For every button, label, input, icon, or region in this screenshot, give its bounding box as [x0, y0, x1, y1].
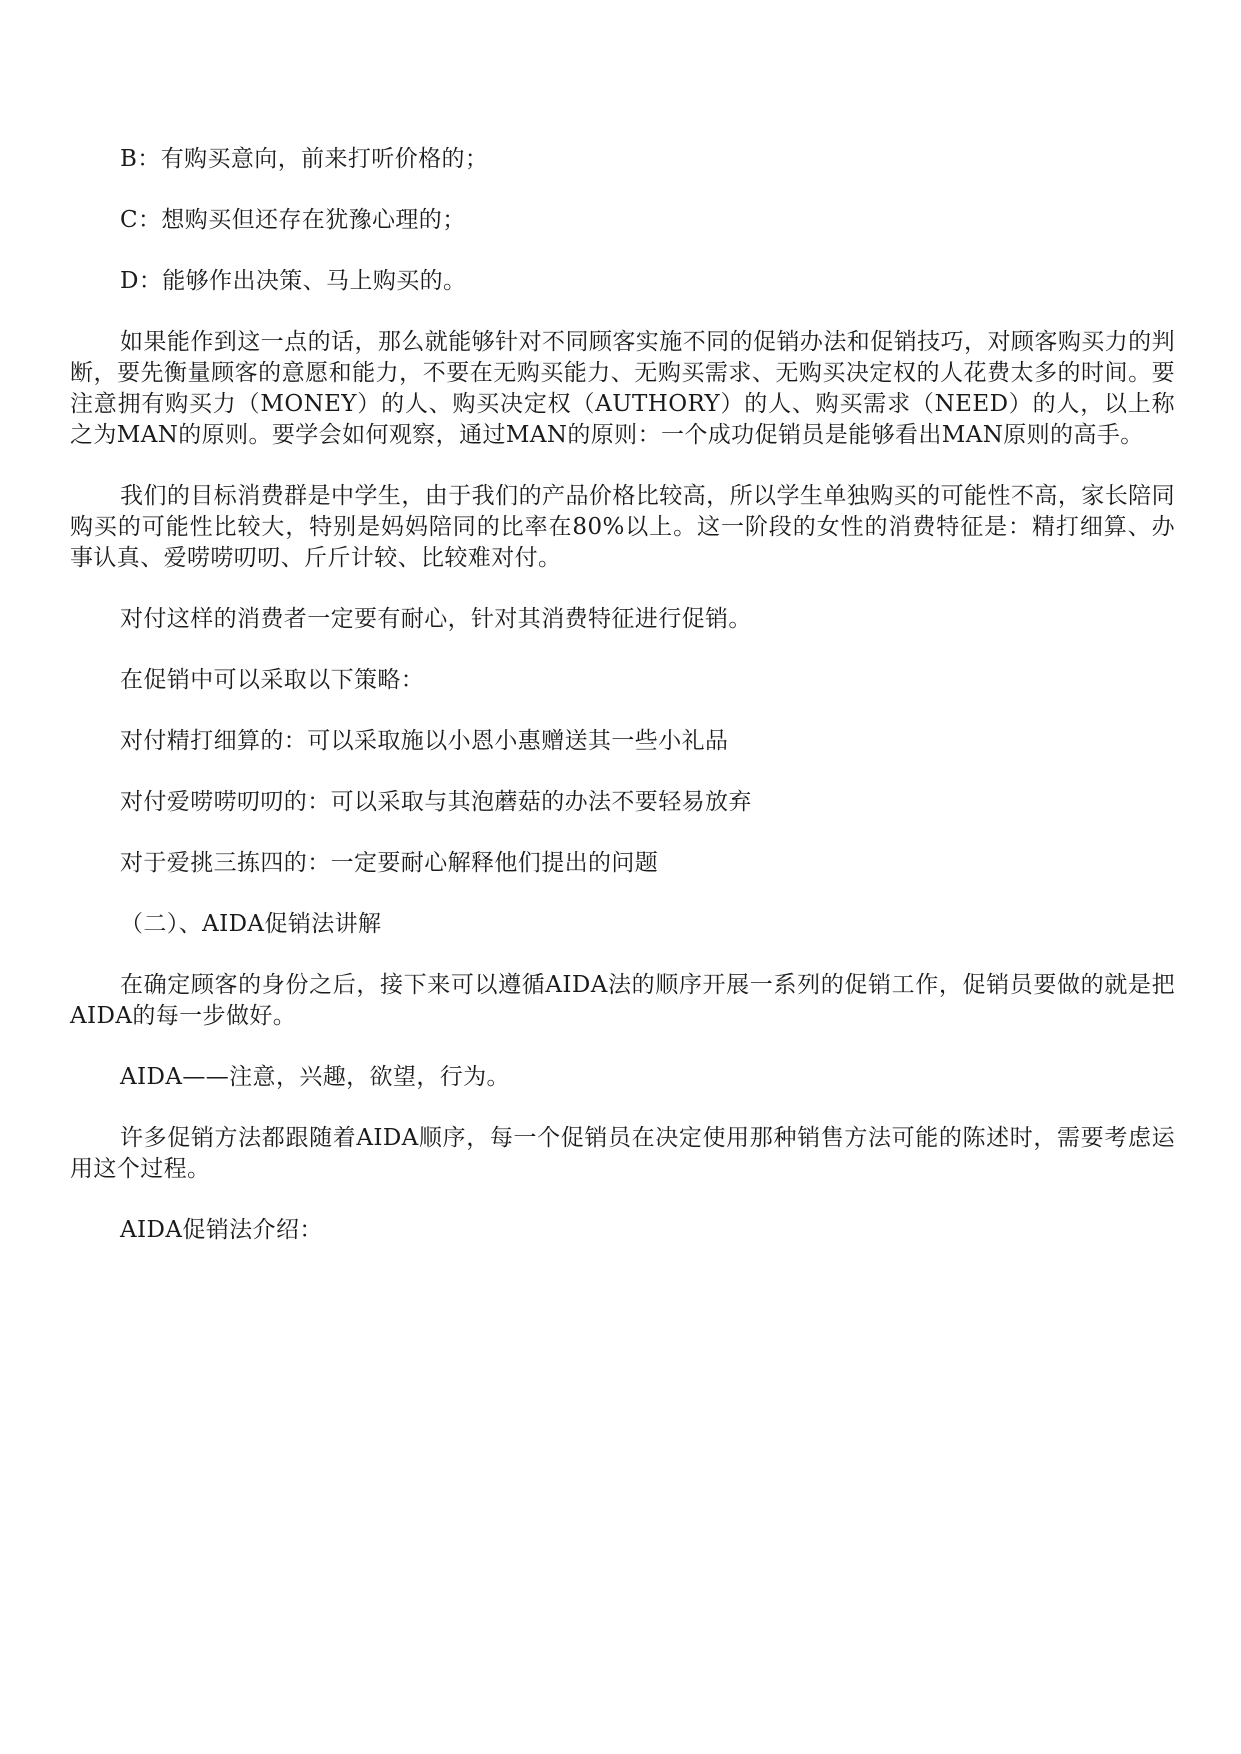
section-heading-aida: （二）、AIDA促销法讲解 — [120, 911, 382, 937]
document-body — [70, 144, 1175, 1246]
paragraph-man-principle: 如果能作到这一点的话，那么就能够针对不同顾客实施不同的促销办法和促销技巧，对顾客购买力的判断，要先衡量顾客的意愿和能力，不要在无购买能力、无购买需求、无购买决定权的人花费太多的时间。要注意拥有购买力（MONEY）的人、购买决定权（AUTHORY）的人、购买需求（NEED）的人，以上称之为MAN的原则。要学会如何观察，通过MAN的原则：一个成功促销员是能够看出MAN原则的高手。 — [70, 329, 1175, 448]
paragraph-target-consumers: 我们的目标消费群是中学生，由于我们的产品价格比较高，所以学生单独购买的可能性不高，家长陪同购买的可能性比较大，特别是妈妈陪同的比率在80%以上。这一阶段的女性的消费特征是：精打细算、办事认真、爱唠唠叨叨、斤斤计较、比较难对付。 — [70, 483, 1175, 571]
paragraph-option-b: B：有购买意向，前来打听价格的； — [120, 146, 489, 172]
paragraph-option-d: D：能够作出决策、马上购买的。 — [120, 268, 467, 294]
paragraph-strategy-thrifty: 对付精打细算的：可以采取施以小恩小惠赠送其一些小礼品 — [120, 728, 729, 754]
paragraph-strategy-picky: 对于爱挑三拣四的：一定要耐心解释他们提出的问题 — [120, 850, 659, 876]
paragraph-aida-process: 许多促销方法都跟随着AIDA顺序，每一个促销员在决定使用那种销售方法可能的陈述时，需要考虑运用这个过程。 — [70, 1125, 1175, 1182]
paragraph-patience: 对付这样的消费者一定要有耐心，针对其消费特征进行促销。 — [120, 606, 752, 632]
paragraph-option-c: C：想购买但还存在犹豫心理的； — [120, 207, 466, 233]
paragraph-strategies-intro: 在促销中可以采取以下策略： — [120, 667, 425, 693]
paragraph-aida-order: 在确定顾客的身份之后，接下来可以遵循AIDA法的顺序开展一系列的促销工作，促销员要做的就是把AIDA的每一步做好。 — [70, 972, 1175, 1029]
paragraph-aida-definition: AIDA——注意，兴趣，欲望，行为。 — [120, 1064, 510, 1090]
paragraph-strategy-talkative: 对付爱唠唠叨叨的：可以采取与其泡蘑菇的办法不要轻易放弃 — [120, 789, 752, 815]
paragraph-aida-intro: AIDA促销法介绍： — [120, 1217, 323, 1243]
